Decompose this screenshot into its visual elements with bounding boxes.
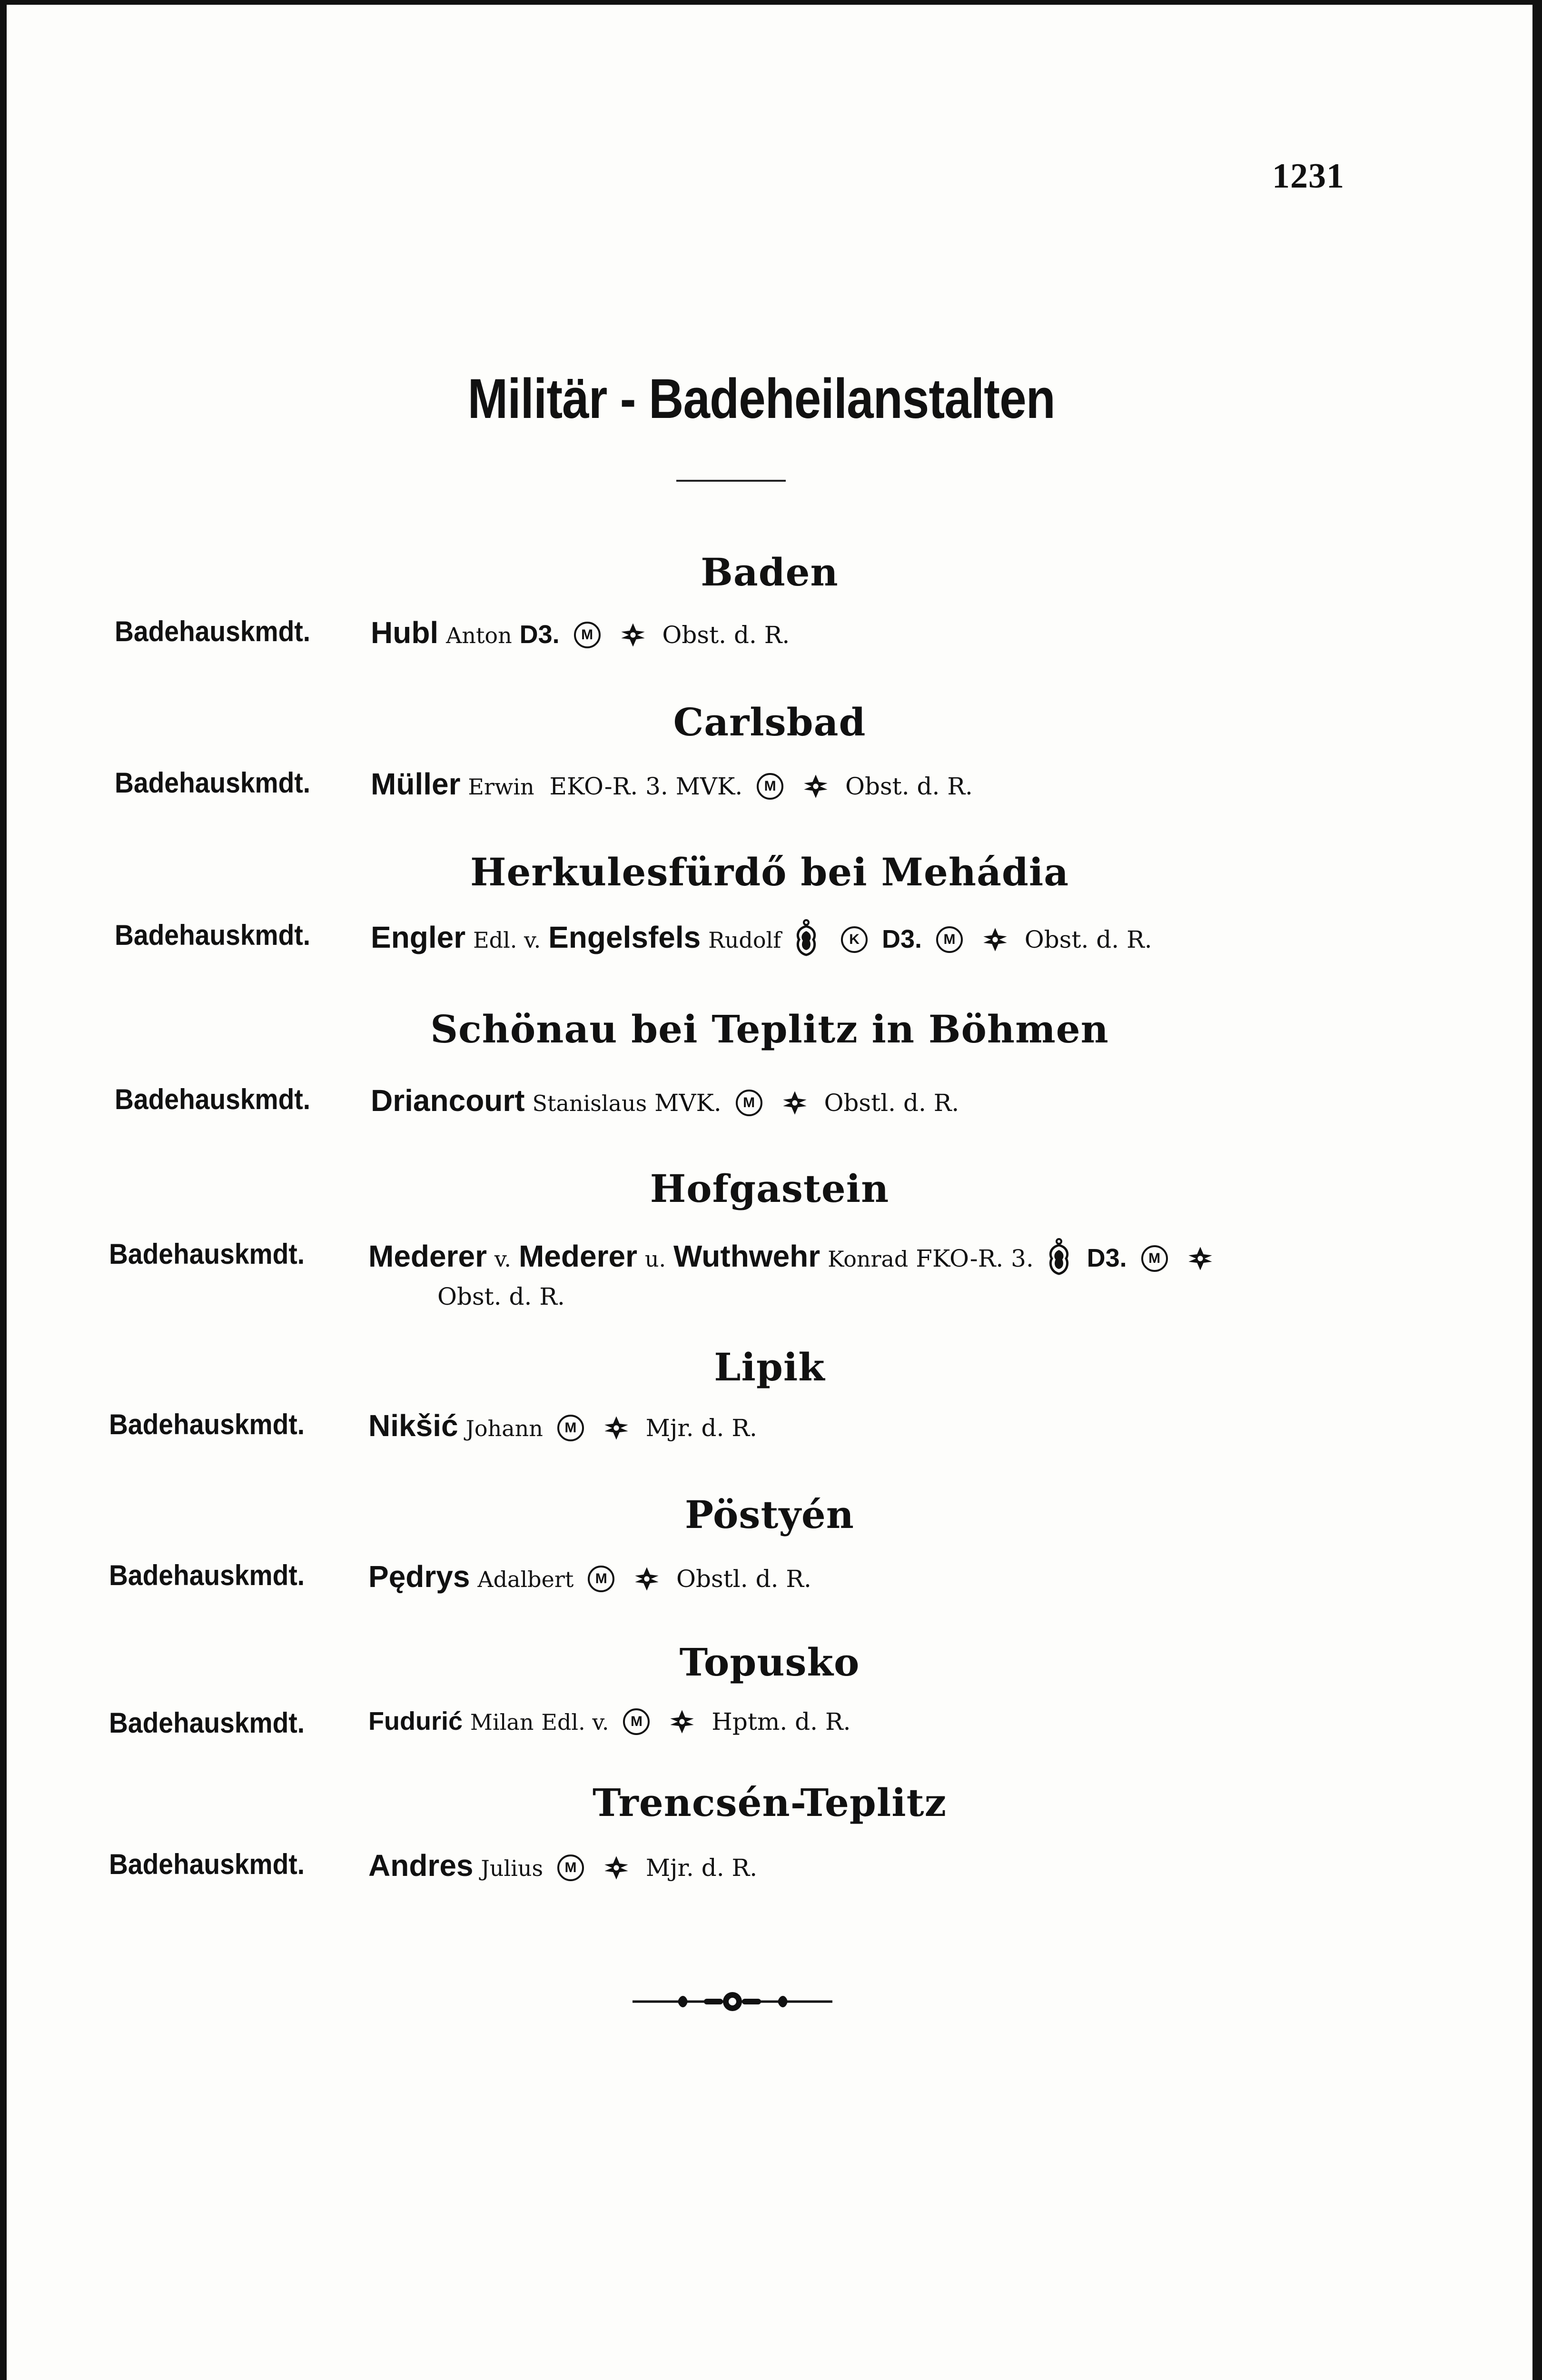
entry-label: Badehauskmdt. [109,1848,305,1880]
entry-text [368,1706,851,1739]
decoration-d3: D3. [882,925,922,953]
order-star-icon [1047,1238,1071,1276]
entry-label: Badehauskmdt. [109,1707,305,1739]
cross-icon [802,773,829,800]
rank: Obstl. d. R. [676,1565,811,1593]
first-name: Konrad [828,1246,909,1272]
entry-label: Badehauskmdt. [115,919,311,951]
cross-icon [633,1566,660,1592]
decorations: EKO-R. 3. MVK. [549,773,743,800]
m-badge-icon: M [574,622,601,648]
entry-text [368,1408,757,1445]
predicate: Mederer [518,1239,637,1273]
nobility-particle: v. [494,1246,512,1272]
entry-text [368,1238,1222,1283]
page-number: 1231 [1272,157,1344,196]
nobility-particle: Edl. v. [473,927,541,953]
entry-text [368,1559,811,1596]
m-badge-icon: M [557,1854,584,1881]
section-heading-hofgastein: Hofgastein [650,1166,890,1211]
decoration-d3: D3. [1087,1244,1127,1272]
surname: Pędrys [368,1559,470,1594]
m-badge-icon: M [936,926,963,953]
page-title: Militär - Badeheilanstalten [467,367,1055,430]
m-badge-icon: M [757,773,783,800]
section-heading-lipik: Lipik [714,1345,825,1389]
m-badge-icon: M [588,1566,614,1592]
rank: Mjr. d. R. [645,1854,758,1882]
first-name: Rudolf [708,927,781,953]
first-name: Anton [446,623,512,648]
section-heading-topusko: Topusko [679,1640,860,1685]
first-name: Erwin [468,774,534,800]
first-name: Adalbert [477,1567,574,1592]
section-heading-postyen: Pöstyén [685,1492,854,1537]
entry-label: Badehauskmdt. [115,615,311,647]
surname: Müller [371,767,461,801]
first-name: Johann [465,1416,543,1441]
section-heading-baden: Baden [701,550,839,595]
rank: Obstl. d. R. [824,1089,959,1117]
surname: Andres [368,1848,474,1883]
entry-text [371,766,973,803]
first-name: Julius [481,1855,544,1881]
entry-text [371,1083,959,1120]
cross-icon [669,1708,695,1735]
entry-label: Badehauskmdt. [115,767,311,799]
cross-icon [982,926,1008,953]
entry-label: Badehauskmdt. [115,1083,311,1115]
surname: Hubl [371,615,439,650]
entry-text [371,919,1152,964]
m-badge-icon: M [557,1415,584,1441]
section-heading-herkulesfurdo: Herkulesfürdő bei Mehádia [470,850,1069,894]
entry-text [368,1848,757,1885]
section-heading-schoenau: Schönau bei Teplitz in Böhmen [430,1007,1109,1051]
entry-label: Badehauskmdt. [109,1408,305,1440]
predicate: Engelsfels [548,920,701,954]
title-rule [676,480,786,482]
m-badge-icon: M [1141,1245,1168,1272]
rank: Hptm. d. R. [712,1708,851,1735]
order-star-icon [794,919,818,957]
section-heading-trencsen-teplitz: Trencsén-Teplitz [592,1780,947,1825]
m-badge-icon: M [623,1708,650,1735]
decorations: FKO-R. 3. [916,1245,1034,1272]
entry-label: Badehauskmdt. [109,1559,305,1591]
surname: Driancourt [371,1083,525,1118]
decorations: MVK. [654,1089,722,1117]
cross-icon [603,1854,630,1881]
nobility-particle: Edl. v. [541,1709,609,1735]
surname: Mederer [368,1239,487,1273]
entry-label: Badehauskmdt. [109,1238,305,1270]
rank: Obst. d. R. [437,1283,565,1310]
first-name: Stanislaus [532,1091,647,1116]
first-name: Milan [470,1709,534,1735]
predicate-2: Wuthwehr [673,1239,820,1273]
m-badge-icon: M [736,1090,762,1116]
cross-icon [781,1090,808,1116]
page [7,5,1532,2380]
surname: Engler [371,920,466,954]
section-heading-carlsbad: Carlsbad [673,700,866,744]
cross-icon [620,622,646,648]
conjunction: u. [644,1246,666,1272]
surname: Nikšić [368,1408,458,1443]
surname: Fudurić [368,1707,463,1735]
decoration-d3: D3. [519,620,560,649]
entry-text [371,615,790,652]
k-badge-icon: K [841,926,868,953]
cross-icon [1187,1245,1214,1272]
rank: Mjr. d. R. [645,1414,757,1442]
rank: Obst. d. R. [845,773,973,800]
rank: Obst. d. R. [662,621,790,649]
cross-icon [603,1415,630,1441]
closing-ornament-icon [633,1987,832,2016]
rank: Obst. d. R. [1024,926,1152,953]
